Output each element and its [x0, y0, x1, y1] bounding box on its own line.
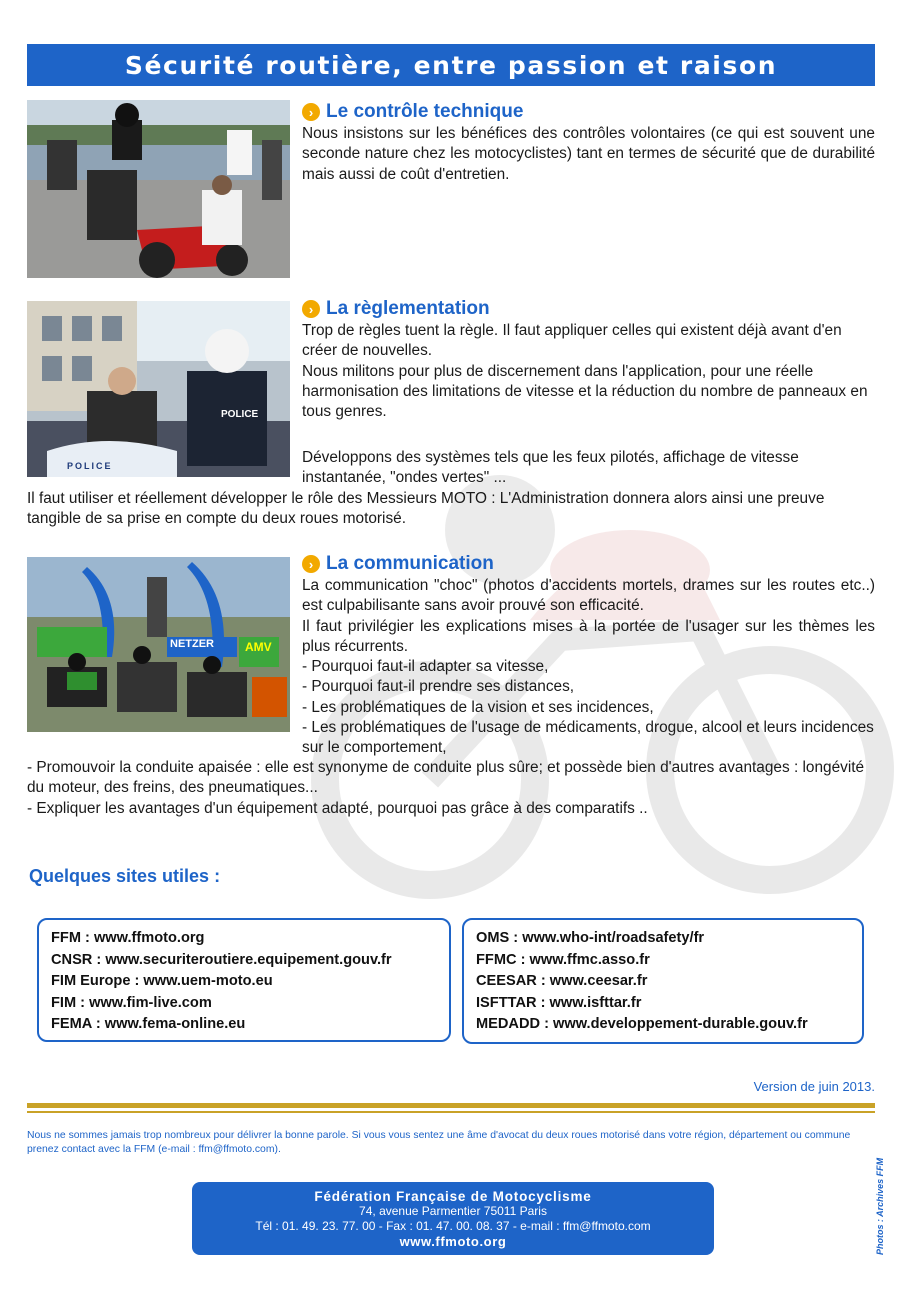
police-label-bike: POLICE — [67, 461, 113, 471]
section-text-regulation-b2 — [27, 489, 877, 530]
site-link[interactable]: FIM : www.fim-live.com — [51, 994, 212, 1011]
paragraph: Développons des systèmes tels que les feux pilotés, affichage de vitesse instantanée, "ondes vertes" ... — [302, 449, 799, 487]
photo-credit: Photos : Archives FFM — [875, 1157, 885, 1255]
paragraph: Il faut privilégier les explications mises à la portée de l'usager sur les thèmes les plus récurrents. — [302, 617, 875, 655]
sites-box-right — [462, 918, 864, 1044]
section-heading-label: La règlementation — [326, 298, 490, 319]
paragraph: Nous insistons sur les bénéfices des contrôles volontaires (ce qui est souvent une seconde nature chez les motocyclistes) tant en termes de sécurité que de durabilité mais aussi de coût d'entretien. — [302, 125, 875, 183]
version-date: Version de juin 2013. — [753, 1079, 875, 1094]
footer-contact-box — [192, 1182, 714, 1255]
section-heading-regulation — [302, 298, 490, 320]
chevron-right-icon: › — [302, 103, 320, 121]
bullet-item: - Promouvoir la conduite apaisée : elle est synonyme de conduite plus sûre; et possède bien d'autres avantages : longévité du moteur, des freins, des pneumatiques... — [27, 759, 865, 797]
footer-org-name: Fédération Française de Motocyclisme — [314, 1188, 592, 1204]
section-heading-inspection — [302, 101, 523, 123]
sites-box-left — [37, 918, 451, 1042]
bullet-item: - Pourquoi faut-il adapter sa vitesse, — [302, 658, 549, 676]
site-link[interactable]: CNSR : www.securiteroutiere.equipement.gouv.fr — [51, 951, 392, 968]
paragraph: Trop de règles tuent la règle. Il faut appliquer celles qui existent déjà avant d'en créer de nouvelles. — [302, 322, 842, 360]
divider-thin — [27, 1111, 875, 1113]
photo-technical-inspection — [27, 100, 290, 278]
paragraph: Nous militons pour plus de discernement dans l'application, pour une réelle harmonisation des limitations de vitesse et la réduction du nombre de panneaux en tous genres. — [302, 362, 868, 421]
section-text-inspection — [302, 124, 875, 185]
section-heading-communication — [302, 553, 494, 575]
section-heading-label: La communication — [326, 553, 494, 574]
paragraph: La communication "choc" (photos d'accidents mortels, drames sur les routes etc..) est culpabilisante sans avoir prouvé son efficacité. — [302, 577, 875, 615]
footer-address: 74, avenue Parmentier 75011 Paris — [359, 1203, 547, 1218]
banner-amv: AMV — [245, 640, 272, 654]
site-link[interactable]: MEDADD : www.developpement-durable.gouv.fr — [476, 1016, 808, 1032]
site-link[interactable]: FEMA : www.fema-online.eu — [51, 1016, 246, 1032]
footer-contact: Tél : 01. 49. 23. 77. 00 - Fax : 01. 47. 00. 08. 37 - e-mail : ffm@ffmoto.com — [255, 1218, 651, 1233]
photo-police-motorcyclists — [27, 301, 290, 477]
bullet-item: - Expliquer les avantages d'un équipement adapté, pourquoi pas grâce à des comparatifs .. — [27, 799, 648, 817]
divider-thick — [27, 1103, 875, 1108]
site-link[interactable]: ISFTTAR : www.isfttar.fr — [476, 994, 642, 1011]
site-link[interactable]: FIM Europe : www.uem-moto.eu — [51, 973, 273, 989]
site-link[interactable]: CEESAR : www.ceesar.fr — [476, 973, 648, 989]
footer-website-link[interactable]: www.ffmoto.org — [399, 1233, 507, 1249]
paragraph: Il faut utiliser et réellement développer le rôle des Messieurs MOTO : L'Administration donnera alors ainsi une preuve tangible de sa prise en compte du deux roues motorisé. — [27, 490, 825, 528]
chevron-right-icon: › — [302, 555, 320, 573]
section-heading-label: Le contrôle technique — [326, 101, 524, 122]
section-text-regulation — [302, 321, 875, 422]
section-text-communication-full — [27, 758, 877, 819]
bullet-item: - Les problématiques de la vision et ses incidences, — [302, 698, 654, 716]
contact-note: Nous ne sommes jamais trop nombreux pour délivrer la bonne parole. Si vous vous sentez une âme d'avocat du deux roues motorisé dans votre région, département ou commune prenez contact avec la FFM (e-mail : ffm@ffmoto.com). — [27, 1130, 851, 1155]
police-label: POLICE — [221, 409, 259, 420]
page-title: Sécurité routière, entre passion et raison — [124, 50, 778, 80]
title-banner — [27, 44, 875, 86]
site-link[interactable]: OMS : www.who-int/roadsafety/fr — [476, 930, 705, 946]
useful-sites-title: Quelques sites utiles : — [29, 866, 221, 886]
section-text-regulation-b1 — [302, 448, 875, 489]
photo-motorcycle-event — [27, 557, 290, 732]
banner-netzer: NETZER — [170, 638, 214, 650]
site-link[interactable]: FFM : www.ffmoto.org — [51, 930, 205, 946]
section-text-communication — [302, 576, 875, 759]
bullet-item: - Pourquoi faut-il prendre ses distances, — [302, 678, 575, 696]
chevron-right-icon: › — [302, 300, 320, 318]
site-link[interactable]: FFMC : www.ffmc.asso.fr — [476, 951, 650, 968]
bullet-item: - Les problématiques de l'usage de médicaments, drogue, alcool et leurs incidences sur le comportement, — [302, 719, 874, 757]
